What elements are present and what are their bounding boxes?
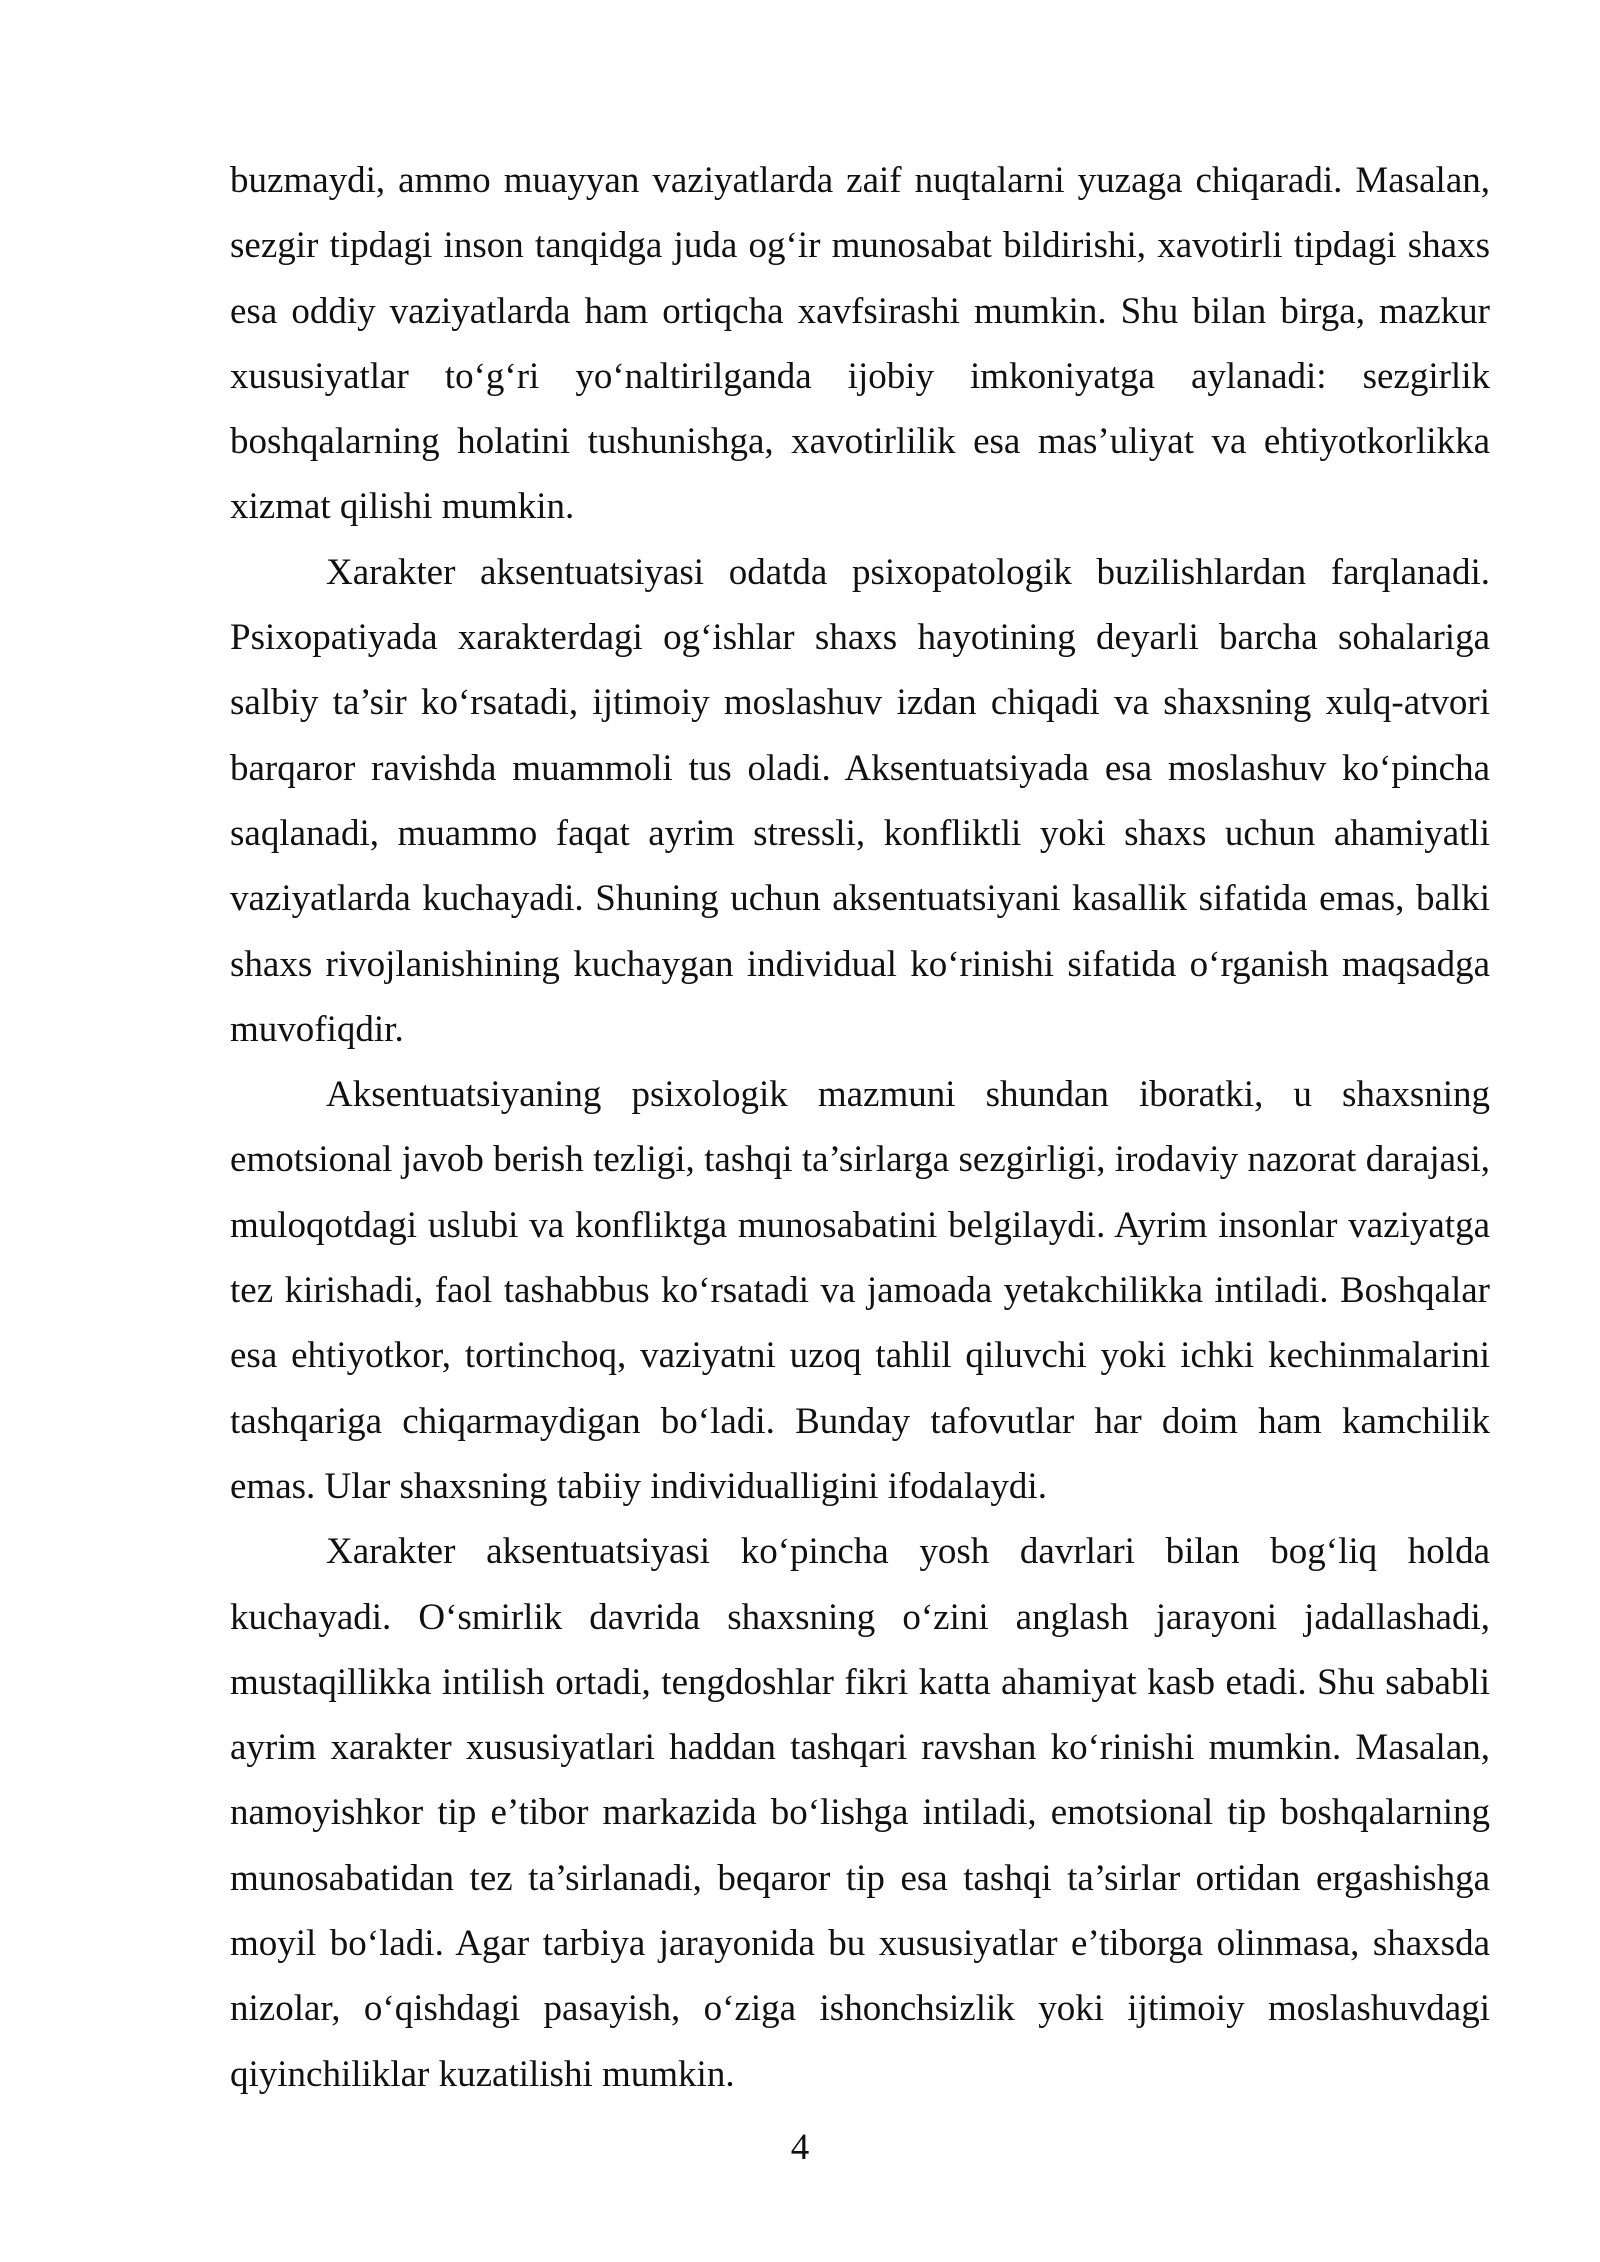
paragraph-psixologik-mazmun: Aksentuatsiyaning psixologik mazmuni shundan iboratki, u shaxsning emotsional javob berish tezligi, tashqi ta’sirlarga sezgirligi, irodaviy nazorat darajasi, muloqotdagi uslubi va konfliktga munosabatini belgilaydi. Ayrim insonlar vaziyatga tez kirishadi, faol tashabbus ko‘rsatadi va jamoada yetakchilikka intiladi. Boshqalar esa ehtiyotkor, tortinchoq, vaziyatni uzoq tahlil qiluvchi yoki ichki kechinmalarini tashqariga chiqarmaydigan bo‘ladi. Bunday tafovutlar har doim ham kamchilik emas. Ular shaxsning tabiiy individualligini ifodalaydi.	[230, 1074, 1490, 1507]
paragraph-continuation: buzmaydi, ammo muayyan vaziyatlarda zaif nuqtalarni yuzaga chiqaradi. Masalan, sezgir tipdagi inson tanqidga juda og‘ir munosabat bildirishi, xavotirli tipdagi shaxs esa oddiy vaziyatlarda ham ortiqcha xavfsirashi mumkin. Shu bilan birga, mazkur xususiyatlar to‘g‘ri yo‘naltirilganda ijobiy imkoniyatga aylanadi: sezgirlik boshqalarning holatini tushunishga, xavotirlilik esa mas’uliyat va ehtiyotkorlikka xizmat qilishi mumkin.	[230, 160, 1490, 528]
paragraph-aksentuatsiya-psixopatiya: Xarakter aksentuatsiyasi odatda psixopatologik buzilishlardan farqlanadi. Psixopatiyada xarakterdagi og‘ishlar shaxs hayotining deyarli barcha sohalariga salbiy ta’sir ko‘rsatadi, ijtimoiy moslashuv izdan chiqadi va shaxsning xulq-atvori barqaror ravishda muammoli tus oladi. Aksentuatsiyada esa moslashuv ko‘pincha saqlanadi, muammo faqat ayrim stressli, konfliktli yoki shaxs uchun ahamiyatli vaziyatlarda kuchayadi. Shuning uchun aksentuatsiyani kasallik sifatida emas, balki shaxs rivojlanishining kuchaygan individual ko‘rinishi sifatida o‘rganish maqsadga muvofiqdir.	[230, 551, 1490, 1050]
document-body	[230, 148, 1490, 2107]
page-number: 4	[790, 2127, 810, 2168]
paragraph-yosh-davrlari: Xarakter aksentuatsiyasi ko‘pincha yosh davrlari bilan bog‘liq holda kuchayadi. O‘smirlik davrida shaxsning o‘zini anglash jarayoni jadallashadi, mustaqillikka intilish ortadi, tengdoshlar fikri katta ahamiyat kasb etadi. Shu sababli ayrim xarakter xususiyatlari haddan tashqari ravshan ko‘rinishi mumkin. Masalan, namoyishkor tip e’tibor markazida bo‘lishga intiladi, emotsional tip boshqalarning munosabatidan tez ta’sirlanadi, beqaror tip esa tashqi ta’sirlar ortidan ergashishga moyil bo‘ladi. Agar tarbiya jarayonida bu xususiyatlar e’tiborga olinmasa, shaxsda nizolar, o‘qishdagi pasayish, o‘ziga ishonchsizlik yoki ijtimoiy moslashuvdagi qiyinchiliklar kuzatilishi mumkin.	[230, 1531, 1490, 2095]
